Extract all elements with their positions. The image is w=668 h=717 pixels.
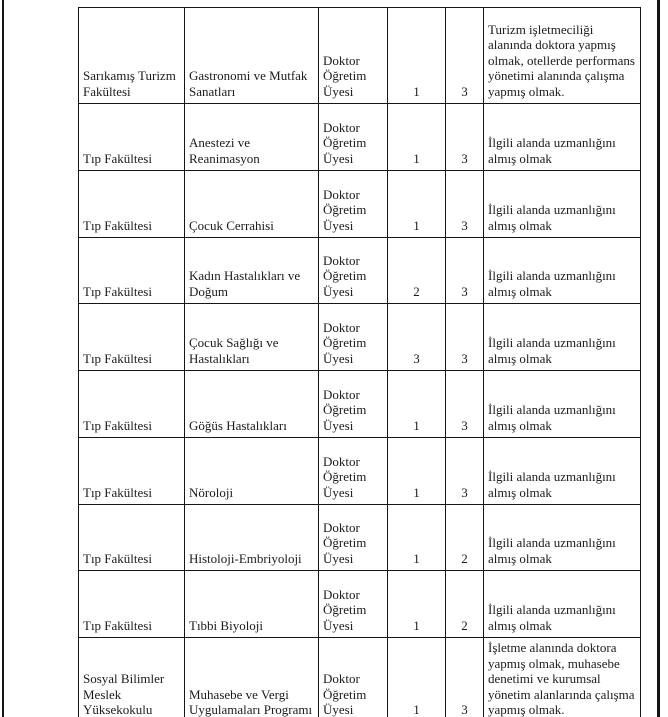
table-row [79, 104, 641, 171]
title-cell: Doktor Öğretim Üyesi [319, 8, 388, 104]
faculty-cell: Tıp Fakültesi [79, 304, 185, 371]
grade-cell: 3 [446, 638, 484, 717]
title-cell: Doktor Öğretim Üyesi [319, 304, 388, 371]
table-row [79, 571, 641, 638]
title-cell: Doktor Öğretim Üyesi [319, 571, 388, 638]
grade-cell: 2 [446, 571, 484, 638]
grade-cell: 3 [446, 238, 484, 304]
count-cell: 1 [388, 104, 446, 171]
faculty-cell: Tıp Fakültesi [79, 571, 185, 638]
grade-cell: 3 [446, 371, 484, 438]
requirement-cell: İlgili alanda uzmanlığını almış olmak [484, 371, 641, 438]
grade-cell: 3 [446, 104, 484, 171]
department-cell: Nöroloji [185, 438, 319, 505]
table-row [79, 638, 641, 717]
department-cell: Gastronomi ve Mutfak Sanatları [185, 8, 319, 104]
count-cell: 1 [388, 171, 446, 238]
table-row [79, 171, 641, 238]
count-cell: 1 [388, 505, 446, 571]
grade-cell: 2 [446, 505, 484, 571]
table-row [79, 8, 641, 104]
title-cell: Doktor Öğretim Üyesi [319, 371, 388, 438]
table-row [79, 238, 641, 304]
count-cell: 1 [388, 638, 446, 717]
count-cell: 3 [388, 304, 446, 371]
department-cell: Anestezi ve Reanimasyon [185, 104, 319, 171]
requirement-cell: İlgili alanda uzmanlığını almış olmak [484, 438, 641, 505]
requirement-cell: İlgili alanda uzmanlığını almış olmak [484, 505, 641, 571]
grade-cell: 3 [446, 8, 484, 104]
count-cell: 2 [388, 238, 446, 304]
title-cell: Doktor Öğretim Üyesi [319, 505, 388, 571]
faculty-cell: Tıp Fakültesi [79, 505, 185, 571]
table-row [79, 371, 641, 438]
requirement-cell: Turizm işletmeciliği alanında doktora yapmış olmak, otellerde performans yönetimi alanında çalışma yapmış olmak. [484, 8, 641, 104]
department-cell: Tıbbi Biyoloji [185, 571, 319, 638]
table-row [79, 505, 641, 571]
page-left-edge-line [2, 0, 4, 717]
requirement-cell: İlgili alanda uzmanlığını almış olmak [484, 104, 641, 171]
department-cell: Muhasebe ve Vergi Uygulamaları Programı [185, 638, 319, 717]
title-cell: Doktor Öğretim Üyesi [319, 638, 388, 717]
department-cell: Çocuk Sağlığı ve Hastalıkları [185, 304, 319, 371]
count-cell: 1 [388, 438, 446, 505]
department-cell: Göğüs Hastalıkları [185, 371, 319, 438]
faculty-cell: Tıp Fakültesi [79, 371, 185, 438]
count-cell: 1 [388, 8, 446, 104]
count-cell: 1 [388, 371, 446, 438]
requirement-cell: İlgili alanda uzmanlığını almış olmak [484, 571, 641, 638]
title-cell: Doktor Öğretim Üyesi [319, 104, 388, 171]
department-cell: Kadın Hastalıkları ve Doğum [185, 238, 319, 304]
page-right-edge-line [657, 0, 660, 717]
grade-cell: 3 [446, 171, 484, 238]
faculty-cell: Tıp Fakültesi [79, 438, 185, 505]
faculty-cell: Sosyal Bilimler Meslek Yüksekokulu [79, 638, 185, 717]
department-cell: Çocuk Cerrahisi [185, 171, 319, 238]
title-cell: Doktor Öğretim Üyesi [319, 171, 388, 238]
title-cell: Doktor Öğretim Üyesi [319, 438, 388, 505]
table-row [79, 438, 641, 505]
faculty-cell: Tıp Fakültesi [79, 238, 185, 304]
faculty-cell: Sarıkamış Turizm Fakültesi [79, 8, 185, 104]
requirement-cell: İlgili alanda uzmanlığını almış olmak [484, 304, 641, 371]
table-row [79, 304, 641, 371]
requirement-cell: İşletme alanında doktora yapmış olmak, muhasebe denetimi ve kurumsal yönetim alanlarında çalışma yapmış olmak. [484, 638, 641, 717]
grade-cell: 3 [446, 438, 484, 505]
academic-positions-table [78, 7, 641, 717]
faculty-cell: Tıp Fakültesi [79, 171, 185, 238]
faculty-cell: Tıp Fakültesi [79, 104, 185, 171]
count-cell: 1 [388, 571, 446, 638]
requirement-cell: İlgili alanda uzmanlığını almış olmak [484, 238, 641, 304]
requirement-cell: İlgili alanda uzmanlığını almış olmak [484, 171, 641, 238]
department-cell: Histoloji-Embriyoloji [185, 505, 319, 571]
grade-cell: 3 [446, 304, 484, 371]
title-cell: Doktor Öğretim Üyesi [319, 238, 388, 304]
